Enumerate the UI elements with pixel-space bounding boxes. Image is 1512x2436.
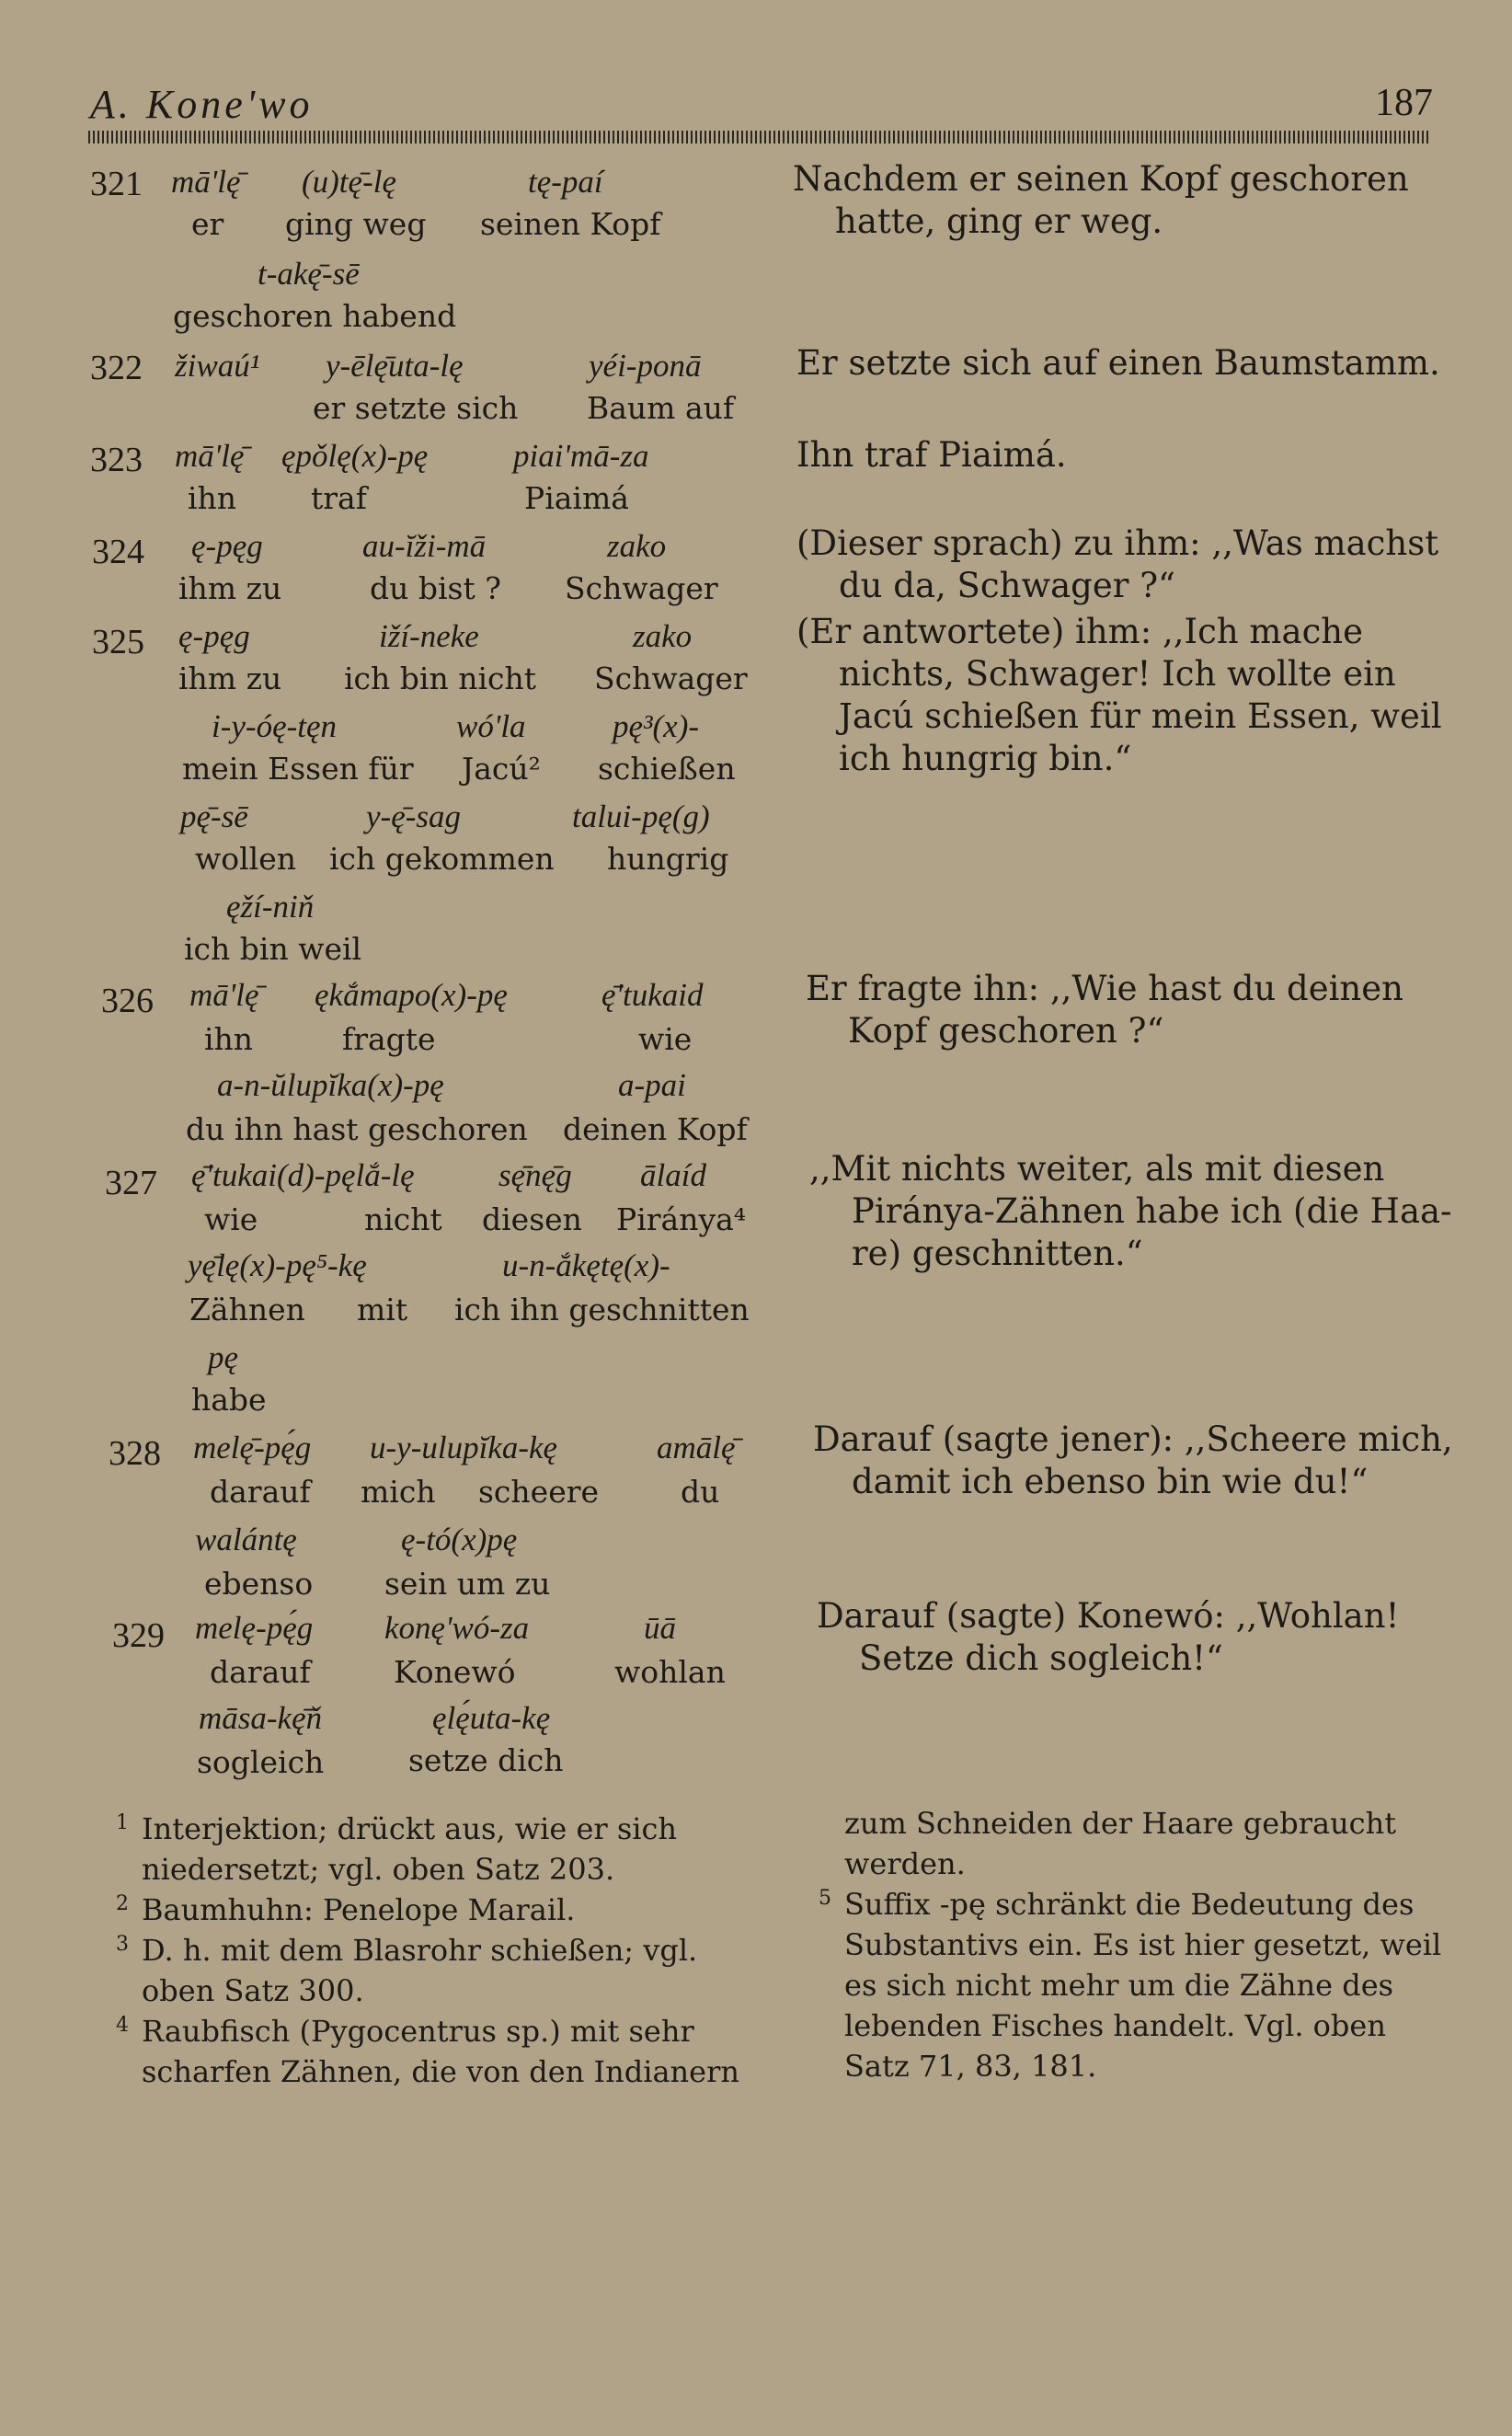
native-word: au-ĭži-mā bbox=[362, 528, 487, 564]
gloss-word: ich gekommen bbox=[329, 841, 555, 877]
sentence-number: 322 bbox=[90, 349, 143, 387]
translation-line: Jacú schießen für mein Essen, weil bbox=[839, 696, 1442, 736]
gloss-word: Schwager bbox=[565, 570, 718, 606]
running-title: A. Kone'wo bbox=[90, 82, 314, 127]
footnote-2 bbox=[116, 1890, 785, 1930]
translation-line: (Er antwortete) ihm: ,,Ich mache bbox=[796, 612, 1364, 651]
gloss-word: wollen bbox=[195, 841, 297, 877]
translation-line: re) geschnitten.“ bbox=[852, 1234, 1143, 1273]
translation bbox=[796, 611, 1442, 780]
gloss-word: wohlan bbox=[614, 1654, 726, 1690]
footnote-4 bbox=[116, 2011, 785, 2092]
native-word: ę-tó(x)pę bbox=[401, 1522, 518, 1557]
gloss-word: sogleich bbox=[197, 1744, 325, 1780]
native-word: yéi-ponā bbox=[589, 348, 702, 384]
gloss-word: ich ihn geschnitten bbox=[454, 1292, 750, 1327]
native-word: u-n-ắkętę(x)- bbox=[502, 1247, 670, 1283]
gloss-word: ging weg bbox=[285, 206, 427, 242]
translation-line: Piránya-Zähnen habe ich (die Haa- bbox=[852, 1191, 1452, 1231]
native-word: māsa-kę̄ň bbox=[199, 1700, 323, 1736]
gloss-word: Konewó bbox=[394, 1654, 516, 1690]
sentence-number: 323 bbox=[90, 441, 143, 479]
native-word: y-ēlę̄uta-lę bbox=[326, 348, 464, 384]
native-word: (u)tę̄-lę bbox=[302, 164, 396, 200]
footnote-mark: 5 bbox=[819, 1887, 831, 1910]
gloss-word: setze dich bbox=[408, 1742, 564, 1778]
translation-line: ,,Mit nichts weiter, als mit diesen bbox=[809, 1149, 1385, 1189]
footnote-line: werden. bbox=[844, 1846, 966, 1881]
gloss-word: er bbox=[191, 206, 224, 242]
footnote-mark: 3 bbox=[116, 1933, 129, 1956]
gloss-word: schießen bbox=[598, 751, 736, 787]
footnote-mark: 2 bbox=[116, 1892, 129, 1915]
translation-line: (Dieser sprach) zu ihm: ,,Was machst bbox=[796, 523, 1439, 563]
gloss-word: ich bin weil bbox=[184, 931, 362, 967]
footnote-line: Suffix -pę schränkt die Bedeutung des bbox=[844, 1887, 1415, 1922]
native-word: a-n-ŭlupĭka(x)-pę bbox=[217, 1067, 444, 1103]
native-word: mā'lę̄ bbox=[175, 438, 245, 474]
native-word: zako bbox=[633, 618, 693, 654]
gloss-word: Baum auf bbox=[587, 390, 735, 426]
translation bbox=[796, 523, 1438, 607]
gloss-word: hungrig bbox=[607, 841, 729, 877]
gloss-word: diesen bbox=[482, 1201, 582, 1237]
translation-line: Ihn traf Piaimá. bbox=[796, 435, 1067, 475]
gloss-word: mein Essen für bbox=[182, 751, 414, 787]
gloss-word: ihm zu bbox=[178, 570, 282, 606]
native-word: walántę bbox=[195, 1522, 297, 1557]
native-word: u-y-ulupĭka-kę bbox=[370, 1430, 558, 1465]
translation bbox=[806, 968, 1403, 1052]
footnote-line: scharfen Zähnen, die von den Indianern bbox=[142, 2054, 739, 2089]
footnote-line: Substantivs ein. Es ist hier gesetzt, weil bbox=[844, 1927, 1442, 1962]
native-word: zako bbox=[607, 528, 667, 564]
gloss-word: Piránya⁴ bbox=[616, 1201, 747, 1237]
native-word: ę-pęg bbox=[191, 528, 263, 564]
sentence-number: 328 bbox=[109, 1434, 161, 1473]
native-word: i-y-óę-tęn bbox=[212, 708, 338, 744]
sentence-number: 324 bbox=[92, 533, 144, 571]
native-word: ęží-niň bbox=[226, 889, 315, 925]
footnote-line: Interjektion; drückt aus, wie er sich bbox=[142, 1811, 678, 1846]
native-word: ę-pęg bbox=[178, 618, 250, 654]
native-word: pę̄-sē bbox=[180, 799, 248, 834]
translation bbox=[796, 434, 1067, 477]
translation bbox=[817, 1595, 1399, 1680]
gloss-word: darauf bbox=[210, 1474, 311, 1510]
native-word: wó'la bbox=[456, 708, 526, 744]
sentence-number: 321 bbox=[90, 165, 143, 203]
footnote-line: Satz 71, 83, 181. bbox=[844, 2049, 1097, 2084]
gloss-word: du bbox=[681, 1474, 720, 1510]
gloss-word: wie bbox=[204, 1201, 258, 1237]
translation-line: Er setzte sich auf einen Baumstamm. bbox=[796, 343, 1440, 383]
native-word: ę̄'tukai(d)-pęlắ-lę bbox=[191, 1157, 415, 1193]
native-word: piai'mā-za bbox=[513, 438, 649, 474]
native-word: pę³(x)- bbox=[613, 708, 700, 744]
translation-line: damit ich ebenso bin wie du!“ bbox=[852, 1462, 1369, 1501]
gloss-word: wie bbox=[638, 1021, 693, 1057]
footnote-line: D. h. mit dem Blasrohr schießen; vgl. bbox=[142, 1933, 698, 1968]
translation-line: ich hungrig bin.“ bbox=[839, 739, 1132, 778]
header-rule bbox=[88, 131, 1429, 144]
translation-line: Er fragte ihn: ,,Wie hast du deinen bbox=[806, 969, 1403, 1008]
gloss-word: ich bin nicht bbox=[344, 661, 537, 696]
gloss-word: sein um zu bbox=[384, 1566, 551, 1602]
footnote-line: zum Schneiden der Haare gebraucht bbox=[844, 1806, 1397, 1841]
translation-line: du da, Schwager ?“ bbox=[839, 566, 1175, 605]
gloss-word: Zähnen bbox=[189, 1292, 305, 1327]
gloss-word: traf bbox=[311, 480, 367, 516]
translation bbox=[813, 1419, 1453, 1503]
translation bbox=[796, 342, 1440, 385]
footnote-1 bbox=[116, 1809, 785, 1890]
gloss-word: deinen Kopf bbox=[563, 1111, 748, 1147]
gloss-word: scheere bbox=[478, 1474, 600, 1510]
gloss-word: seinen Kopf bbox=[480, 206, 661, 242]
gloss-word: du bist ? bbox=[370, 570, 501, 606]
footnote-5 bbox=[819, 1884, 1470, 2086]
footnote-line: es sich nicht mehr um die Zähne des bbox=[844, 1968, 1394, 2003]
gloss-word: Piaimá bbox=[524, 480, 629, 516]
sentence-number: 326 bbox=[101, 982, 154, 1020]
native-word: konę'wó-za bbox=[384, 1610, 530, 1646]
gloss-word: er setzte sich bbox=[313, 390, 519, 426]
native-word: mā'lę̄ bbox=[171, 164, 241, 200]
gloss-word: Jacú² bbox=[462, 751, 541, 787]
native-word: sę̄nę̄g bbox=[498, 1157, 572, 1193]
native-word: ę̄'tukaid bbox=[601, 977, 704, 1013]
gloss-word: du ihn hast geschoren bbox=[186, 1111, 528, 1147]
translation-line: hatte, ging er weg. bbox=[835, 201, 1163, 241]
translation bbox=[793, 158, 1409, 243]
native-word: ūā bbox=[644, 1610, 676, 1646]
footnote-4-continuation bbox=[844, 1803, 1470, 1884]
gloss-word: ihm zu bbox=[178, 661, 282, 696]
footnote-mark: 4 bbox=[116, 2014, 129, 2037]
gloss-word: mit bbox=[357, 1292, 408, 1327]
native-word: iží-neke bbox=[379, 618, 479, 654]
gloss-word: ihn bbox=[204, 1021, 254, 1057]
gloss-word: nicht bbox=[364, 1201, 442, 1237]
gloss-word: ebenso bbox=[204, 1566, 314, 1602]
native-word: melę̄-pę́g bbox=[193, 1430, 312, 1465]
native-word: t-akę̄-sē bbox=[258, 256, 360, 292]
native-word: y-ę̄-sag bbox=[366, 799, 462, 834]
translation-line: Kopf geschoren ?“ bbox=[848, 1011, 1164, 1051]
native-word: ęlę́uta-kę bbox=[432, 1700, 551, 1736]
page-number: 187 bbox=[1375, 82, 1433, 124]
translation bbox=[809, 1148, 1452, 1275]
translation-line: Darauf (sagte jener): ,,Scheere mich, bbox=[813, 1419, 1453, 1459]
translation-line: Nachdem er seinen Kopf geschoren bbox=[793, 159, 1409, 199]
footnotes-left bbox=[116, 1809, 785, 2092]
footnotes-right bbox=[819, 1803, 1470, 2086]
translation-line: Setze dich sogleich!“ bbox=[859, 1638, 1223, 1678]
gloss-word: ihn bbox=[188, 480, 237, 516]
native-word: yę̄lę(x)-pę⁵-kę bbox=[188, 1247, 367, 1283]
gloss-word: geschoren habend bbox=[173, 298, 457, 334]
footnote-line: oben Satz 300. bbox=[142, 1973, 364, 2008]
footnote-line: Raubfisch (Pygocentrus sp.) mit sehr bbox=[142, 2014, 694, 2049]
gloss-word: habe bbox=[191, 1382, 267, 1418]
gloss-word: fragte bbox=[342, 1021, 436, 1057]
native-word: talui-pę(g) bbox=[572, 799, 710, 834]
gloss-word: darauf bbox=[210, 1654, 311, 1690]
sentence-number: 325 bbox=[92, 623, 144, 661]
footnote-mark: 1 bbox=[116, 1811, 129, 1834]
native-word: ālaíd bbox=[640, 1157, 706, 1193]
footnote-3 bbox=[116, 1930, 785, 2011]
native-word: pę bbox=[208, 1339, 239, 1375]
translation-line: Darauf (sagte) Konewó: ,,Wohlan! bbox=[817, 1596, 1400, 1636]
native-word: tę-paí bbox=[528, 164, 603, 200]
footnote-line: Baumhuhn: Penelope Marail. bbox=[142, 1892, 576, 1927]
native-word: ępǒlę(x)-pę bbox=[281, 438, 429, 474]
sentence-number: 327 bbox=[105, 1164, 157, 1202]
native-word: a-pai bbox=[618, 1067, 686, 1103]
translation-line: nichts, Schwager! Ich wollte ein bbox=[839, 654, 1396, 694]
gloss-word: Schwager bbox=[594, 661, 748, 696]
sentence-number: 329 bbox=[112, 1616, 165, 1655]
footnote-line: niedersetzt; vgl. oben Satz 203. bbox=[142, 1852, 615, 1887]
footnote-line: lebenden Fisches handelt. Vgl. oben bbox=[844, 2008, 1386, 2043]
native-word: amālę̄ bbox=[657, 1430, 736, 1465]
native-word: ękắmapo(x)-pę bbox=[315, 977, 508, 1013]
native-word: melę-pę́g bbox=[195, 1610, 314, 1646]
gloss-word: mich bbox=[361, 1474, 436, 1510]
native-word: žiwaú¹ bbox=[175, 348, 260, 384]
native-word: mā'lę̄ bbox=[189, 977, 259, 1013]
